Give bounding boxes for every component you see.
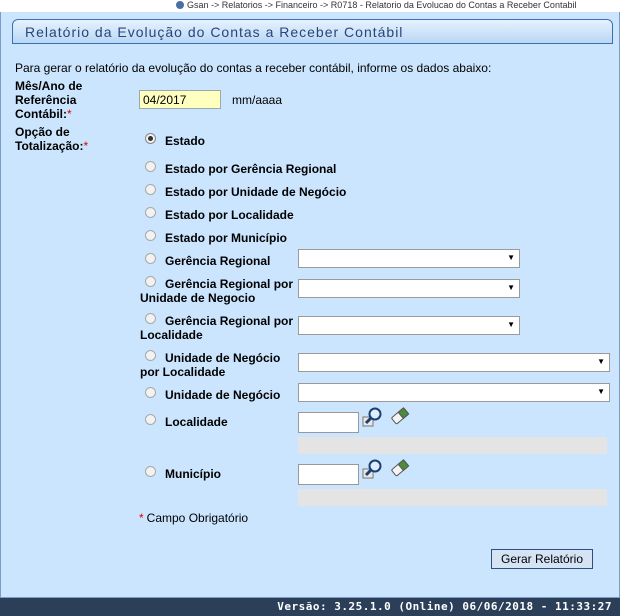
unidade-localidade-select[interactable]: [298, 353, 610, 372]
radio-municipio[interactable]: [145, 466, 156, 477]
gerencia-localidade-select[interactable]: [298, 316, 520, 335]
breadcrumb: [0, 0, 620, 12]
gerencia-select[interactable]: [298, 249, 520, 268]
option-estado-municipio-label: Estado por Município: [165, 231, 287, 245]
mes-ano-label: [15, 79, 82, 121]
search-icon[interactable]: [362, 406, 384, 428]
opcao-totalizacao-label: [15, 125, 88, 153]
option-estado-label: Estado: [165, 134, 206, 148]
localidade-code-input[interactable]: [298, 412, 359, 433]
option-gerencia-unidade-label: [140, 277, 293, 305]
option-unidade-localidade-label: [140, 351, 280, 379]
required-footnote-text: Campo Obrigatório: [146, 511, 249, 525]
option-gerencia-localidade-line-1: Gerência Regional por: [165, 314, 294, 328]
localidade-description: [298, 437, 607, 454]
bullet-icon: [176, 1, 184, 9]
option-estado-localidade-label: Estado por Localidade: [165, 208, 294, 222]
breadcrumb-text: Gsan -> Relatorios -> Financeiro -> R0718 - Relatorio da Evolucao do Contas a Receber Contabil: [187, 0, 577, 10]
required-mark: *: [83, 139, 89, 153]
option-gerencia-unidade-line-2: Unidade de Negocio: [140, 291, 256, 305]
opcao-label-line-2: Totalização:: [15, 139, 84, 153]
mes-ano-label-line-2: Referência: [15, 93, 77, 107]
intro-text: Para gerar o relatório da evolução do contas a receber contábil, informe os dados abaixo:: [15, 61, 492, 75]
radio-localidade[interactable]: [145, 414, 156, 425]
option-unidade-label: Unidade de Negócio: [165, 388, 281, 402]
option-unidade-localidade-line-1: Unidade de Negócio: [165, 351, 281, 365]
search-icon[interactable]: [362, 458, 384, 480]
option-municipio-label: Município: [165, 467, 221, 481]
radio-estado-unidade[interactable]: [145, 184, 156, 195]
opcao-label-line-1: Opção de: [15, 125, 70, 139]
content-frame: [0, 12, 620, 598]
mes-ano-label-line-1: Mês/Ano de: [15, 79, 83, 93]
required-mark: *: [139, 511, 144, 525]
eraser-icon[interactable]: [390, 458, 410, 478]
radio-estado-localidade[interactable]: [145, 207, 156, 218]
option-gerencia-localidade-line-2: Localidade: [140, 328, 203, 342]
radio-estado[interactable]: [145, 133, 156, 144]
radio-gerencia[interactable]: [145, 253, 156, 264]
required-mark: *: [67, 107, 72, 121]
option-gerencia-label: Gerência Regional: [165, 254, 271, 268]
radio-estado-municipio[interactable]: [145, 230, 156, 241]
status-bar: Versão: 3.25.1.0 (Online) 06/06/2018 - 11:33:27: [0, 598, 620, 616]
radio-unidade[interactable]: [145, 387, 156, 398]
panel-header: [12, 19, 613, 44]
mes-ano-hint: mm/aaaa: [232, 93, 283, 107]
option-estado-unidade-label: Estado por Unidade de Negócio: [165, 185, 347, 199]
radio-estado-gerencia[interactable]: [145, 161, 156, 172]
option-localidade-label: Localidade: [165, 415, 228, 429]
eraser-icon[interactable]: [390, 406, 410, 426]
page-title: Relatório da Evolução do Contas a Receber Contábil: [25, 24, 404, 40]
option-estado-gerencia-label: Estado por Gerência Regional: [165, 162, 337, 176]
option-unidade-localidade-line-2: por Localidade: [140, 365, 226, 379]
option-gerencia-localidade-label: [140, 314, 293, 342]
mes-ano-label-line-3: Contábil:: [15, 107, 67, 121]
gerar-relatorio-button[interactable]: Gerar Relatório: [491, 549, 593, 569]
mes-ano-input[interactable]: [139, 90, 221, 109]
required-footnote: [139, 511, 248, 525]
municipio-code-input[interactable]: [298, 464, 359, 485]
option-gerencia-unidade-line-1: Gerência Regional por: [165, 277, 294, 291]
unidade-select[interactable]: [298, 383, 610, 402]
municipio-description: [298, 489, 607, 506]
gerencia-unidade-select[interactable]: [298, 279, 520, 298]
